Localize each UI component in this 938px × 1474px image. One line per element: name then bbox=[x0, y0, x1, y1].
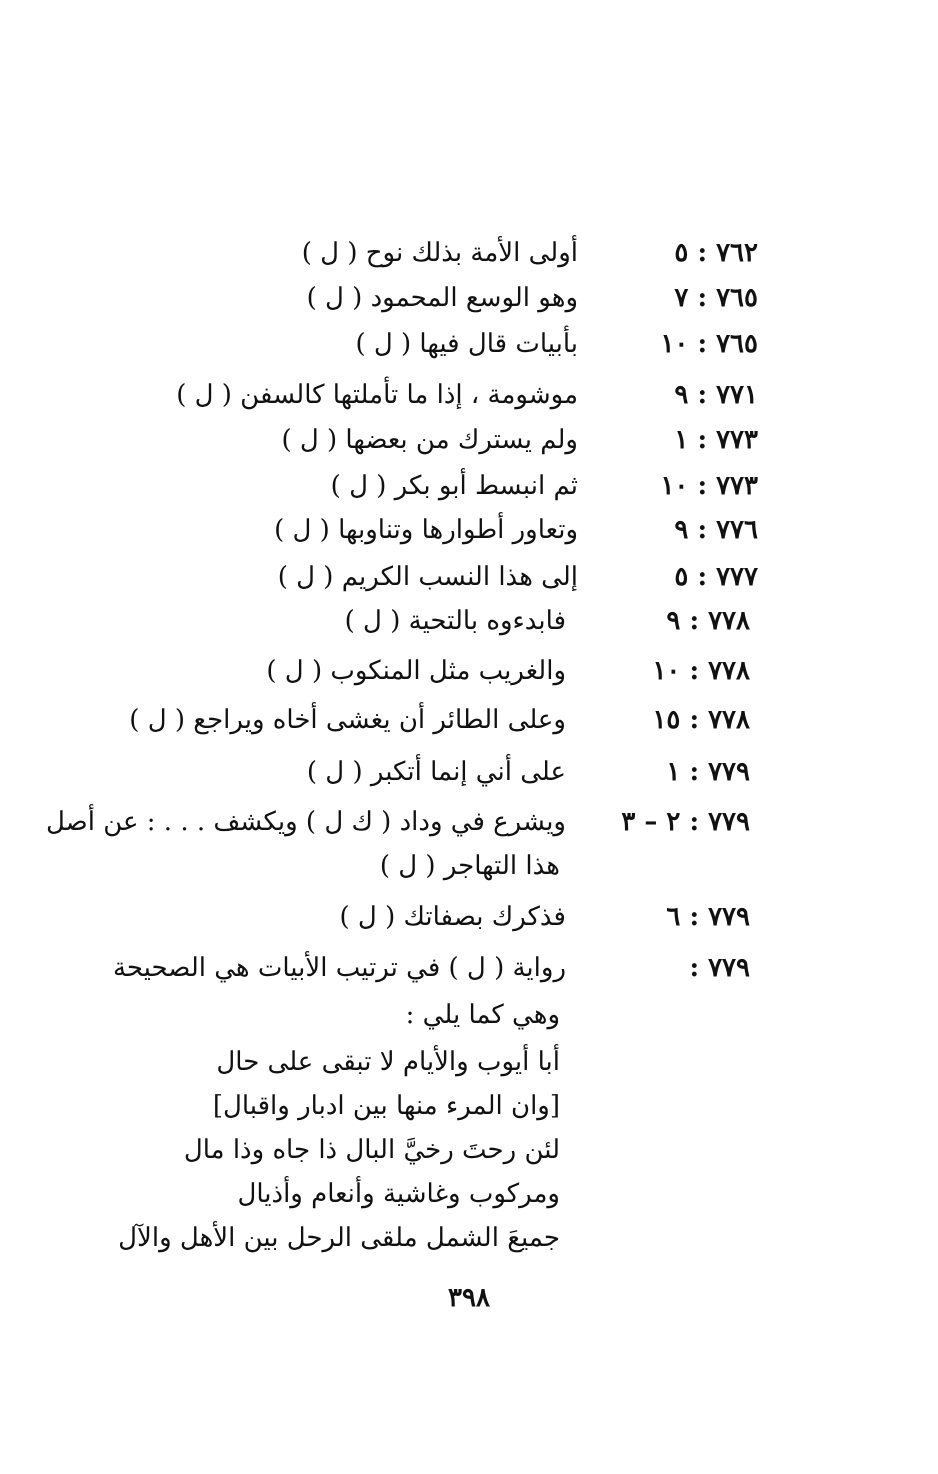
entry-text: ولم يسترك من بعضها ( ل ) bbox=[281, 425, 578, 455]
entry-text: فذكرك بصفاتك ( ل ) bbox=[339, 902, 566, 932]
verse-line: لئن رحتَ رخيَّ البال ذا جاه وذا مال bbox=[183, 1135, 560, 1165]
entry-reference: ٧٧٩ : bbox=[689, 953, 750, 983]
entry-row bbox=[0, 462, 938, 510]
entry-row bbox=[0, 506, 938, 554]
verse-line: أبا أيوب والأيام لا تبقى على حال bbox=[216, 1047, 560, 1077]
entry-row bbox=[0, 274, 938, 322]
entry-text: ويشرع في وداد ( ك ل ) ويكشف . . . : عن أصل bbox=[45, 807, 566, 837]
entry-reference: ٧٧٨ : ١٠ bbox=[652, 656, 750, 686]
entry-text: وتعاور أطوارها وتناوبها ( ل ) bbox=[274, 515, 578, 545]
entry-text: وهو الوسع المحمود ( ل ) bbox=[306, 283, 578, 313]
entry-reference: ٧٦٥ : ١٠ bbox=[660, 329, 758, 359]
entry-text: فابدءوه بالتحية ( ل ) bbox=[344, 606, 566, 636]
entry-row bbox=[0, 798, 938, 846]
entry-reference: ٧٧٣ : ١٠ bbox=[660, 471, 758, 501]
entry-reference: ٧٧١ : ٩ bbox=[674, 380, 758, 410]
entry-row bbox=[0, 229, 938, 277]
entry-reference: ٧٧٧ : ٥ bbox=[674, 562, 758, 592]
page-number: ٣٩٨ bbox=[448, 1283, 490, 1313]
entry-row bbox=[0, 416, 938, 464]
entry-row bbox=[0, 696, 938, 744]
entry-text: ثم انبسط أبو بكر ( ل ) bbox=[330, 471, 578, 501]
entry-reference: ٧٧٩ : ٢ – ٣ bbox=[621, 807, 750, 837]
entry-row bbox=[0, 748, 938, 796]
entry-text: على أني إنما أتكبر ( ل ) bbox=[306, 757, 566, 787]
entry-row bbox=[0, 842, 938, 890]
continuation-line: وهي كما يلي : bbox=[405, 1000, 560, 1030]
entry-text: موشومة ، إذا ما تأملتها كالسفن ( ل ) bbox=[176, 380, 578, 410]
entry-row bbox=[0, 597, 938, 645]
entry-text: إلى هذا النسب الكريم ( ل ) bbox=[277, 562, 578, 592]
entry-reference: ٧٦٥ : ٧ bbox=[674, 283, 758, 313]
entry-row bbox=[0, 647, 938, 695]
entry-reference: ٧٧٨ : ٩ bbox=[666, 606, 750, 636]
entry-reference: ٧٦٢ : ٥ bbox=[674, 238, 758, 268]
entry-reference: ٧٧٣ : ١ bbox=[674, 425, 758, 455]
entry-text: والغريب مثل المنكوب ( ل ) bbox=[266, 656, 566, 686]
entry-text: هذا التهاجر ( ل ) bbox=[379, 851, 560, 881]
entry-reference: ٧٧٩ : ١ bbox=[666, 757, 750, 787]
entry-reference: ٧٧٩ : ٦ bbox=[666, 902, 750, 932]
verse-line: جميعَ الشمل ملقى الرحل بين الأهل والآل bbox=[118, 1223, 560, 1253]
entry-text: وعلى الطائر أن يغشى أخاه ويراجع ( ل ) bbox=[129, 705, 566, 735]
entry-row bbox=[0, 893, 938, 941]
entry-row bbox=[0, 553, 938, 601]
entry-text: رواية ( ل ) في ترتيب الأبيات هي الصحيحة bbox=[112, 953, 566, 983]
entry-row bbox=[0, 320, 938, 368]
verse-line: ومركوب وغاشية وأنعام وأذيال bbox=[237, 1179, 560, 1209]
entry-row bbox=[0, 371, 938, 419]
verse-line: [وان المرء منها بين ادبار واقبال] bbox=[212, 1091, 560, 1121]
entry-text: بأبيات قال فيها ( ل ) bbox=[355, 329, 578, 359]
entry-reference: ٧٧٦ : ٩ bbox=[674, 515, 758, 545]
entry-row bbox=[0, 944, 938, 992]
entry-reference: ٧٧٨ : ١٥ bbox=[652, 705, 750, 735]
entry-text: أولى الأمة بذلك نوح ( ل ) bbox=[301, 238, 578, 268]
